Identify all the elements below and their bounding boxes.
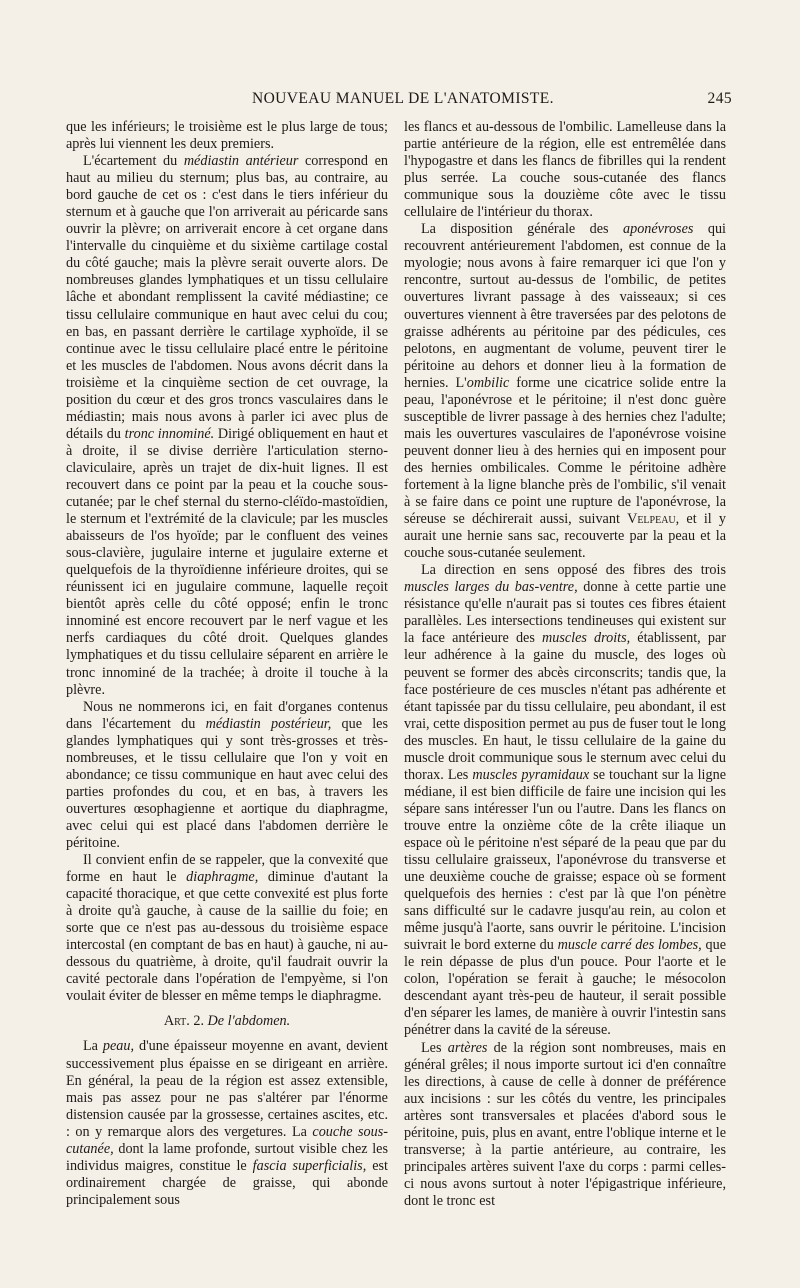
italic-term: muscles larges du bas-ventre, bbox=[404, 579, 578, 596]
italic-term: ombilic bbox=[466, 374, 510, 391]
text-run: , et il y aurait une hernie sans sac, recouverte par la peau et la couche sous-cutanée seulement. bbox=[404, 511, 726, 562]
paragraph bbox=[66, 119, 388, 153]
italic-term: tronc innominé. bbox=[124, 425, 215, 442]
text-run: La direction en sens opposé des fibres des trois bbox=[421, 562, 726, 579]
text-run: diminue d'autant la capacité thoracique, et que cette convexité est plus forte à droite qu'à gauche, à cause de la saillie du foie; en sorte que ce n'est pas au-dessous du troisième espace intercostal (en comptant de bas en haut) à gauche, ni au-dessous du quatrième, à droite, qu'il faudrait ouvrir la cavité pectorale dans l'opération de l'empyème, si l'on voulait éviter de blesser en même temps le diaphragme. bbox=[66, 869, 388, 1005]
italic-term: médiastin antérieur bbox=[183, 153, 299, 170]
paragraph bbox=[66, 699, 388, 852]
text-run: correspond en haut au milieu du sternum; plus bas, au contraire, au bord gauche de cet os : c'est dans le tiers inférieur du sternum et à gauche que l'on arriverait au péricarde sans ouvrir la plèvre; on arriverait encore à cet organe dans l'intervalle du cinquième et du sixième cartilage costal du côté gauche; mais la plèvre serait ouverte alors. De nombreuses glandes lymphatiques et un tissu cellulaire lâche et abondant remplissent la cavité médiastine; ce tissu cellulaire communique en haut avec celui du cou; en bas, en passant derrière le cartilage xyphoïde, il se continue avec le tissu cellulaire placé entre le péritoine et les muscles de l'abdomen. Nous avons décrit dans la troisième et la cinquième section de cet ouvrage, la position du cœur et des gros troncs vasculaires dans le médiastin; mais nous avons à parler ici avec plus de détails du bbox=[66, 153, 388, 442]
text-run: de la région sont nombreuses, mais en général grêles; il nous importe surtout ici d'en connaître les directions, à cause de celle à donner de préférence aux incisions : sur les côtés du ventre, les principales artères sont transversales et placées d'abord sous le péritoine, puis, plus en avant, entre l'oblique interne et le transverse; à la partie antérieure, au contraire, les principales artères suivent l'axe du corps : parmi celles-ci nous avons surtout à noter l'épigastrique inférieure, dont le tronc est bbox=[404, 1039, 726, 1209]
italic-term: muscles droits, bbox=[541, 630, 631, 647]
italic-term: fascia superficialis, bbox=[252, 1157, 367, 1174]
italic-term: diaphragme, bbox=[186, 869, 259, 886]
text-run: d'une épaisseur moyenne en avant, devient successivement plus épaisse en se dirigeant en arrière. En général, la peau de la région est assez extensible, mais pas assez pour ne pas s'altérer par l'énorme distension causée par la grossesse, certaines ascites, etc. : on y remarque alors des vergetures. La bbox=[66, 1038, 388, 1140]
left-column bbox=[66, 119, 388, 1209]
text-run: Nous ne nommerons ici, en fait d'organes contenus dans l'écartement du bbox=[66, 698, 388, 732]
text-run: que le rein dépasse de plus d'un pouce. Pour l'aorte et le colon, l'opération se ferait à gauche; le mésocolon descendant ayant très-peu de hauteur, il serait possible d'en séparer les lames, de manière à ouvrir l'intestin sans pénétrer dans la cavité de la séreuse. bbox=[404, 937, 726, 1039]
text-run: Les bbox=[421, 1039, 448, 1056]
text-run: établissent, par leur adhérence à la gaine du muscle, des loges où peuvent se former des abcès circonscrits; tandis que, la face postérieure de ces muscles n'étant pas adhérente et étant tapissée par du tissu cellulaire, peu abondant, il est vrai, cette disposition permet au pus de fuser tout le long des muscles. En haut, le tissu cellulaire de la gaine du muscle droit communique sous le sternum avec celui du thorax. Les bbox=[404, 630, 726, 783]
italic-term: muscle carré des lombes, bbox=[557, 937, 702, 954]
text-run: donne à cette partie une résistance qu'elle n'aurait pas si toutes ces fibres étaient parallèles. Les intersections tendineuses qui existent sur la face antérieure des bbox=[404, 579, 727, 647]
small-caps-text: Art. 2. bbox=[163, 1013, 204, 1030]
italic-term: peau, bbox=[102, 1038, 135, 1055]
small-caps-text: Velpeau bbox=[627, 511, 676, 528]
text-run: se touchant sur la ligne médiane, il est bien difficile de faire une incision qui les sépare sans intéresser l'un ou l'autre. Dans les flancs on trouve entre la onzième côte de la crête iliaque un espace où le péritoine n'est séparé de la peau que par du tissu cellulaire graisseux, l'aponévrose du transverse et une deuxième couche de graisse; espace où se forment quelquefois des hernies : c'est par là que l'on pénètre sans difficulté sur le cadavre jusqu'au rein, au colon et même jusqu'à l'aorte, sans ouvrir le péritoine. L'incision suivrait le bord externe du bbox=[404, 766, 726, 954]
italic-term: couche sous-cutanée, bbox=[66, 1123, 388, 1157]
text-run: La bbox=[83, 1038, 103, 1055]
right-column bbox=[404, 119, 726, 1210]
text-run: que les glandes lymphatiques qui y sont très-grosses et très-nombreuses, et le tissu cellulaire que l'on y voit en abondance; ce tissu communique en haut avec celui des parties profondes du cou, et en bas, à travers les ouvertures œsophagienne et aortique du diaphragme, avec celui qui est placé dans l'abdomen derrière le péritoine. bbox=[66, 715, 388, 851]
text-run: est ordinairement chargée de graisse, qui abonde principalement sous bbox=[66, 1157, 388, 1208]
paragraph bbox=[404, 119, 726, 221]
running-title: NOUVEAU MANUEL DE L'ANATOMISTE. bbox=[252, 90, 554, 107]
section-heading bbox=[66, 1013, 388, 1030]
text-run: dont la lame profonde, surtout visible chez les individus maigres, constitue le bbox=[66, 1140, 388, 1174]
running-head bbox=[252, 90, 732, 112]
text-run: Dirigé obliquement en haut et à droite, il se divise derrière l'articulation sterno-claviculaire, après un trajet de dix-huit lignes. Il est recouvert dans ce point par la peau et la couche sous-cutanée; par le chef sternal du sterno-cléïdo-mastoïdien, le sternum et l'extrémité de la clavicule; par les muscles abaisseurs de l'os hyoïde; par le confluent des veines sous-clavière, jugulaire interne et jugulaire externe et quelquefois de la thyroïdienne inférieure droites, qui se réunissent ici en jugulaire commune, laquelle reçoit bientôt après celle du côté opposé; enfin le tronc innominé est encore recouvert par le nerf vague et les nerfs cardiaques du côté droit. Quelques glandes lymphatiques et du tissu cellulaire séparent en arrière le tronc innominé de la trachée; à droite il touche à la plèvre. bbox=[66, 425, 388, 698]
paragraph bbox=[404, 221, 726, 562]
paragraph bbox=[404, 1040, 726, 1210]
italic-term: aponévroses bbox=[623, 221, 694, 238]
text-run: Il convient enfin de se rappeler, que la convexité que forme en haut le bbox=[66, 852, 388, 886]
text-run: les flancs et au-dessous de l'ombilic. Lamelleuse dans la partie antérieure de la région, elle est entremêlée dans l'hypogastre et dans les flancs de fibrilles qui la rendent plus serrée. La couche sous-cutanée des flancs communique sous la douzième côte avec le tissu cellulaire de l'intérieur du thorax. bbox=[404, 119, 726, 221]
italic-term: médiastin postérieur, bbox=[205, 715, 332, 732]
text-run: qui recouvrent antérieurement l'abdomen, est connue de la myologie; nous avons à faire remarquer ici que l'on y rencontre, surtout au-dessus de l'ombilic, de petites ouvertures livrant passage à des vaisseaux; si ces ouvertures viennent à être traversées par des pelotons de graisse adhérents au péritoine par des pédicules, ces pelotons, en augmentant de volume, peuvent tirer le péritoine au dehors et donner lieu à la formation de hernies. L' bbox=[404, 221, 726, 391]
italic-term: artères bbox=[447, 1039, 488, 1056]
paragraph bbox=[66, 153, 388, 699]
paragraph bbox=[66, 852, 388, 1005]
text-run: que les inférieurs; le troisième est le plus large de tous; après lui viennent les deux premiers. bbox=[66, 119, 388, 153]
text-run: La disposition générale des bbox=[421, 221, 623, 238]
paragraph bbox=[66, 1038, 388, 1208]
paragraph bbox=[404, 562, 726, 1039]
text-run: L'écartement du bbox=[83, 153, 184, 170]
italic-term: De l'abdomen. bbox=[207, 1013, 291, 1030]
page-number: 245 bbox=[707, 90, 732, 107]
text-run: forme une cicatrice solide entre la peau, l'aponévrose et le péritoine; il n'est donc guère susceptible de livrer passage à des hernies chez l'adulte; mais les ouvertures vasculaires de l'aponévrose voisine peuvent donner lieu à des hernies qui en imposent pour des hernies ombilicales. Comme le péritoine adhère fortement à la ligne blanche près de l'ombilic, s'il venait à se faire dans ce point une rupture de l'aponévrose, la séreuse se déchirerait aussi, suivant bbox=[404, 374, 726, 528]
italic-term: muscles pyramidaux bbox=[472, 766, 590, 783]
